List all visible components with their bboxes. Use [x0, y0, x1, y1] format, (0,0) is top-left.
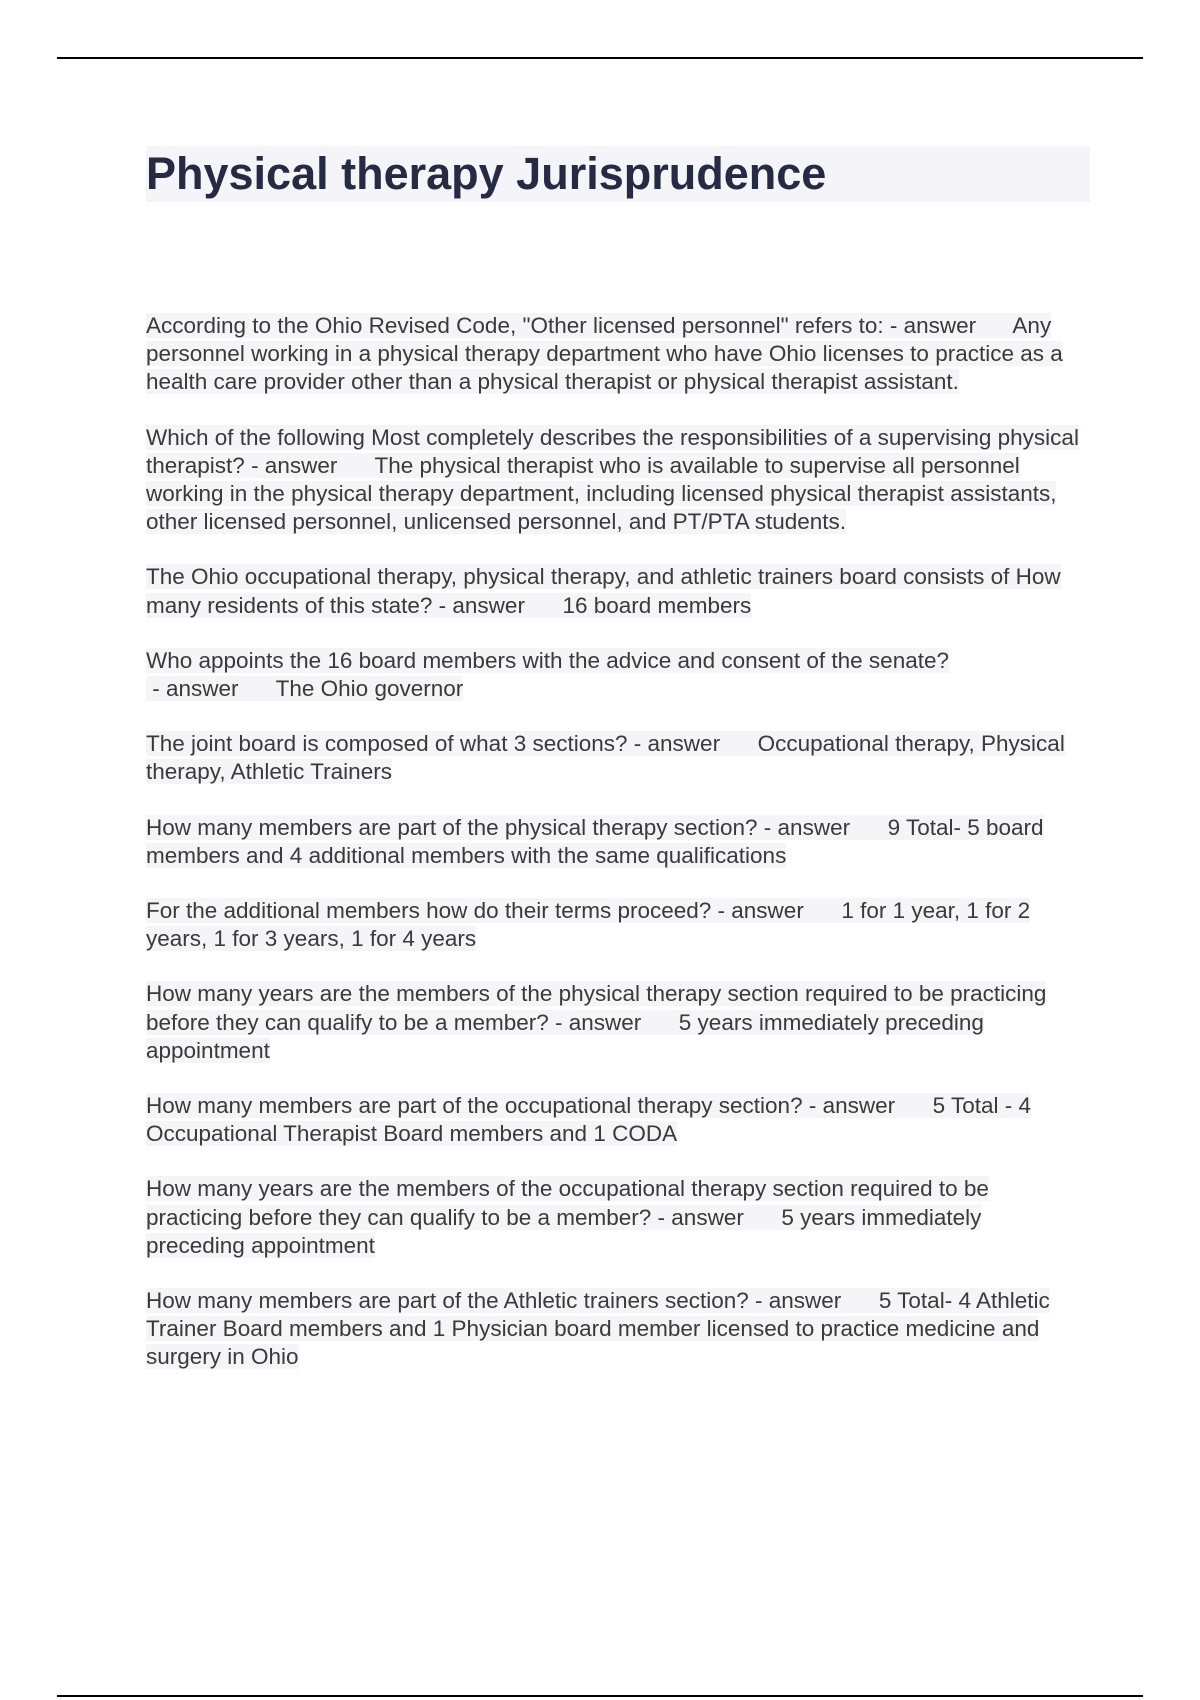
question-text: According to the Ohio Revised Code, "Other licensed personnel" refers to: [146, 313, 884, 338]
qa-item [146, 980, 1086, 1065]
answer-separator: - answer [146, 676, 245, 702]
question-text: How many years are the members of the physical therapy section required to be practicing before they can qualify to be a member? [146, 981, 1047, 1035]
qa-highlight [146, 425, 1079, 535]
answer-text: Occupational therapy, Physical therapy, Athletic Trainers [146, 731, 1065, 785]
qa-item [146, 647, 1086, 703]
answer-separator: - answer [627, 731, 727, 757]
qa-item [146, 730, 1086, 786]
answer-text: 5 Total - 4 Occupational Therapist Board members and 1 CODA [146, 1093, 1032, 1147]
question-text: How many years are the members of the occupational therapy section required to be practicing before they can qualify to be a member? [146, 1176, 989, 1230]
qa-highlight [146, 731, 1065, 784]
answer-text: 1 for 1 year, 1 for 2 years, 1 for 3 years, 1 for 4 years [146, 898, 1031, 952]
answer-text: 5 Total- 4 Athletic Trainer Board members and 1 Physician board member licensed to practice medicine and surgery in Ohio [146, 1288, 1050, 1370]
answer-separator: - answer [711, 898, 811, 924]
answer-separator: - answer [548, 1009, 648, 1035]
qa-highlight [146, 648, 949, 701]
answer-separator: - answer [883, 313, 983, 338]
qa-item [146, 312, 1086, 397]
answer-text: 5 years immediately preceding appointment [146, 1009, 984, 1063]
answer-separator: - answer [244, 452, 344, 478]
qa-highlight [146, 1288, 1050, 1369]
qa-highlight [146, 898, 1030, 951]
answer-text: The Ohio governor [275, 676, 464, 702]
qa-highlight [146, 1093, 1031, 1146]
top-rule [57, 57, 1143, 59]
answer-text: Any personnel working in a physical therapy department who have Ohio licenses to practice as a health care provider other than a physical therapist or physical therapist assistant. [146, 313, 1063, 395]
qa-highlight [146, 981, 1046, 1062]
question-text: For the additional members how do their terms proceed? [146, 898, 712, 924]
answer-text: 16 board members [562, 592, 752, 618]
qa-item [146, 814, 1086, 870]
question-text: Who appoints the 16 board members with the advice and consent of the senate? [146, 647, 950, 673]
question-text: How many members are part of the Athletic trainers section? [146, 1288, 749, 1314]
qa-highlight [146, 1176, 989, 1257]
answer-separator: - answer [748, 1288, 848, 1314]
answer-text: The physical therapist who is available to supervise all personnel working in the physical therapy department, including licensed physical therapist assistants, other licensed personnel, unlicensed personnel, and PT/PTA students. [146, 452, 1057, 535]
answer-separator: - answer [757, 814, 857, 840]
qa-item [146, 1287, 1086, 1372]
qa-item [146, 897, 1086, 953]
document-title: Physical therapy Jurisprudence [146, 148, 827, 199]
question-text: How many members are part of the occupational therapy section? [146, 1093, 803, 1119]
question-text: How many members are part of the physical therapy section? [146, 814, 758, 840]
answer-text: 9 Total- 5 board members and 4 additional members with the same qualifications [146, 814, 1044, 868]
qa-item [146, 424, 1086, 537]
qa-item [146, 563, 1086, 619]
answer-separator: - answer [651, 1204, 751, 1230]
qa-list [146, 312, 1086, 1399]
bottom-rule [57, 1695, 1143, 1697]
qa-item [146, 1092, 1086, 1148]
qa-item [146, 1175, 1086, 1260]
qa-highlight [146, 313, 1063, 394]
answer-separator: - answer [432, 592, 532, 618]
qa-highlight [146, 815, 1044, 868]
question-text: The Ohio occupational therapy, physical therapy, and athletic trainers board consists of How many residents of this state? [146, 564, 1061, 618]
answer-separator: - answer [802, 1093, 902, 1119]
question-text: Which of the following Most completely describes the responsibilities of a supervising physical therapist? [146, 424, 1079, 478]
answer-text: 5 years immediately preceding appointment [146, 1204, 982, 1258]
question-text: The joint board is composed of what 3 sections? [146, 731, 628, 757]
qa-highlight [146, 564, 1061, 617]
